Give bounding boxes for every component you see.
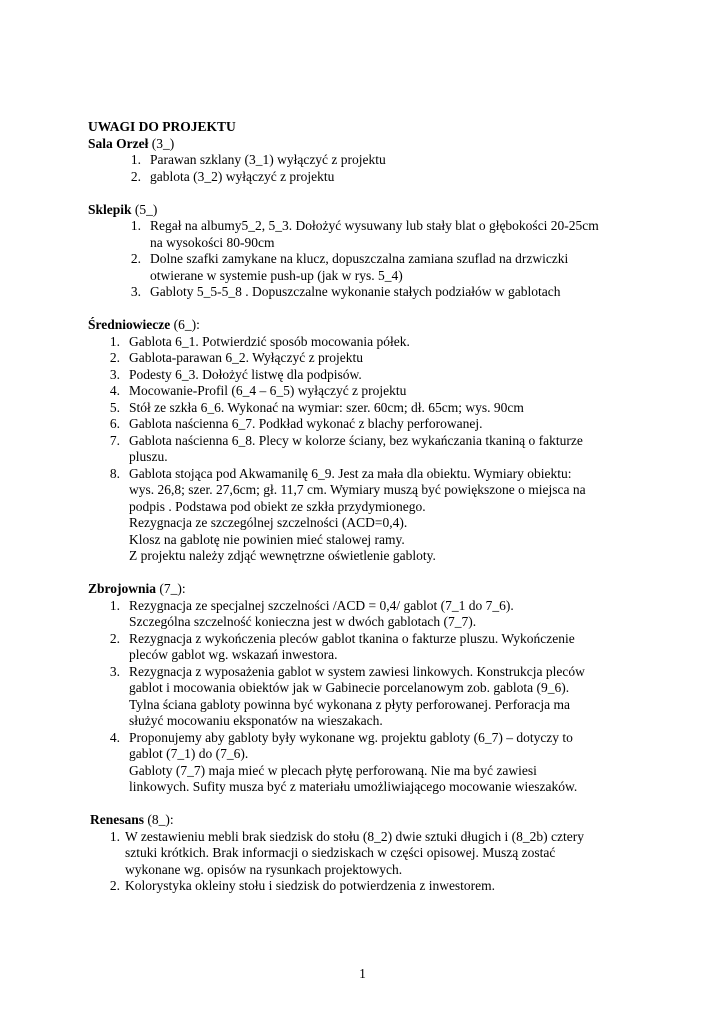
list-item-line: na wysokości 80-90cm (150, 234, 275, 250)
list-item-number: 3. (109, 366, 120, 382)
list-item (88, 152, 648, 169)
section (88, 796, 648, 895)
list-item (88, 169, 648, 186)
section-heading (88, 581, 648, 598)
list-item-line: otwierane w systemie push-up (jak w rys. 5_4) (150, 267, 403, 283)
list-item-line: służyć mocowaniu eksponatów na wieszakach. (129, 713, 383, 728)
section-name: Renesans (90, 812, 145, 827)
list-item-line: Proponujemy aby gabloty były wykonane wg. projektu gabloty (6_7) – dotyczy to (129, 729, 573, 745)
section-code: (5_) (131, 201, 158, 217)
list-item-line: Mocowanie-Profil (6_4 – 6_5) wyłączyć z projektu (129, 383, 407, 398)
list-item-line: Klosz na gablotę nie powinien mieć stalowej ramy. (129, 531, 405, 547)
list-item-line: Rezygnacja z wyposażenia gablot w system zawiesi linkowych. Konstrukcja pleców (129, 663, 585, 679)
list-item-line: Parawan szklany (3_1) wyłączyć z projektu (150, 152, 386, 167)
list-item-line: pluszu. (129, 449, 168, 464)
section-list (88, 218, 648, 301)
list-item-line: Kolorystyka okleiny stołu i siedzisk do potwierdzenia z inwestorem. (125, 878, 496, 893)
list-item-line: gablot i mocowania obiektów jak w Gabinecie porcelanowym zob. gablota (9_6). (129, 680, 570, 695)
list-item (88, 367, 648, 384)
list-item-line: pleców gablot wg. wskazań inwestora. (129, 647, 338, 662)
list-item-number: 6. (109, 416, 120, 431)
list-item-number: 1. (130, 218, 141, 233)
section (88, 565, 648, 796)
list-item (88, 631, 648, 664)
section-list (88, 829, 648, 895)
section-heading (88, 317, 648, 334)
section-list (88, 152, 648, 185)
list-item-line: wykonane wg. opisów na rysunkach projektowych. (125, 861, 403, 877)
list-item-number: 5. (109, 399, 120, 415)
list-item (88, 829, 648, 879)
list-item-number: 2. (130, 168, 141, 184)
list-item-line: gablota (3_2) wyłączyć z projektu (150, 168, 335, 184)
list-item-line: Stół ze szkła 6_6. Wykonać na wymiar: szer. 60cm; dł. 65cm; wys. 90cm (129, 399, 524, 415)
sections-container (88, 136, 648, 895)
list-item-line: Szczególna szczelność konieczna jest w dwóch gablotach (7_7). (129, 614, 477, 629)
section-name: Średniowiecze (88, 317, 171, 332)
list-item (88, 251, 648, 284)
list-item-line: Rezygnacja ze szczególnej szczelności (ACD=0,4). (129, 515, 408, 530)
list-item-line: Gablota naścienna 6_8. Plecy w kolorze ściany, bez wykańczania tkaniną o fakturze (129, 432, 583, 448)
list-item-number: 3. (130, 284, 141, 299)
list-item (88, 284, 648, 301)
list-item-number: 1. (109, 828, 120, 844)
list-item-line: Tylna ściana gabloty powinna być wykonana z płyty perforowanej. Perforacja ma (129, 696, 571, 712)
list-item-line: Gablota-parawan 6_2. Wyłączyć z projektu (129, 350, 363, 365)
section-name: Zbrojownia (88, 581, 157, 596)
list-item-line: gablot (7_1) do (7_6). (129, 746, 249, 761)
list-item (88, 218, 648, 251)
section (88, 136, 648, 186)
list-item-number: 7. (109, 432, 120, 448)
list-item (88, 350, 648, 367)
list-item-number: 2. (109, 630, 120, 646)
list-item-number: 3. (109, 663, 120, 679)
section-code: (3_) (148, 135, 175, 151)
list-item (88, 400, 648, 417)
list-item-line: Gabloty (7_7) maja mieć w plecach płytę perforowaną. Nie ma być zawiesi (129, 762, 537, 778)
section-code: (7_): (156, 581, 186, 596)
list-item (88, 878, 648, 895)
list-item-line: Dolne szafki zamykane na klucz, dopuszczalna zamiana szuflad na drzwiczki (150, 251, 569, 266)
section-code: (8_): (144, 812, 174, 827)
list-item-number: 1. (109, 597, 120, 613)
list-item-line: Rezygnacja z wykończenia pleców gablot tkanina o fakturze pluszu. Wykończenie (129, 630, 575, 646)
list-item (88, 334, 648, 351)
section-code: (6_): (170, 317, 200, 332)
list-item (88, 466, 648, 565)
section-heading (88, 202, 648, 219)
list-item (88, 416, 648, 433)
section-heading (90, 812, 648, 829)
list-item (88, 383, 648, 400)
list-item (88, 664, 648, 730)
list-item-number: 4. (109, 729, 120, 745)
section (88, 301, 648, 565)
list-item-number: 2. (109, 878, 120, 893)
list-item-number: 1. (130, 152, 141, 167)
list-item-line: Gablota naścienna 6_7. Podkład wykonać z blachy perforowanej. (129, 416, 483, 431)
list-item-line: Podesty 6_3. Dołożyć listwę dla podpisów. (129, 366, 362, 382)
list-item-line: wys. 26,8; szer. 27,6cm; gł. 11,7 cm. Wymiary muszą być powiększone o miejsca na (129, 482, 586, 497)
list-item-line: podpis . Podstawa pod obiekt ze szkła przydymionego. (129, 498, 426, 514)
list-item (88, 598, 648, 631)
document-page (88, 119, 648, 895)
list-item-line: Gabloty 5_5-5_8 . Dopuszczalne wykonanie stałych podziałów w gablotach (150, 284, 561, 299)
section-list (88, 598, 648, 796)
list-item-line: W zestawieniu mebli brak siedzisk do stołu (8_2) dwie sztuki długich i (8_2b) cztery (125, 828, 585, 844)
list-item-line: sztuki krótkich. Brak informacji o siedziskach w części opisowej. Muszą zostać (125, 845, 556, 860)
list-item-line: Gablota 6_1. Potwierdzić sposób mocowania półek. (129, 333, 410, 349)
section-heading (88, 136, 648, 153)
list-item-number: 8. (109, 465, 120, 481)
list-item-number: 2. (109, 350, 120, 365)
list-item-number: 2. (130, 251, 141, 266)
section (88, 185, 648, 301)
list-item-line: Z projektu należy zdjąć wewnętrzne oświetlenie gabloty. (129, 548, 436, 563)
section-name: Sala Orzeł (88, 135, 149, 151)
list-item-line: linkowych. Sufity musza być z materiału umożliwiającego mocowanie wieszaków. (129, 779, 578, 794)
list-item-line: Regał na albumy5_2, 5_3. Dołożyć wysuwany lub stały blat o głębokości 20-25cm (150, 218, 599, 233)
list-item-line: Gablota stojąca pod Akwamanilę 6_9. Jest za mała dla obiektu. Wymiary obiektu: (129, 465, 572, 481)
list-item (88, 730, 648, 796)
list-item-line: Rezygnacja ze specjalnej szczelności /ACD = 0,4/ gablot (7_1 do 7_6). (129, 597, 514, 613)
document-title: UWAGI DO PROJEKTU (88, 119, 236, 134)
list-item-number: 1. (109, 333, 120, 349)
list-item (88, 433, 648, 466)
page-number: 1 (359, 966, 366, 981)
section-list (88, 334, 648, 565)
list-item-number: 4. (109, 383, 120, 398)
section-name: Sklepik (88, 201, 132, 217)
